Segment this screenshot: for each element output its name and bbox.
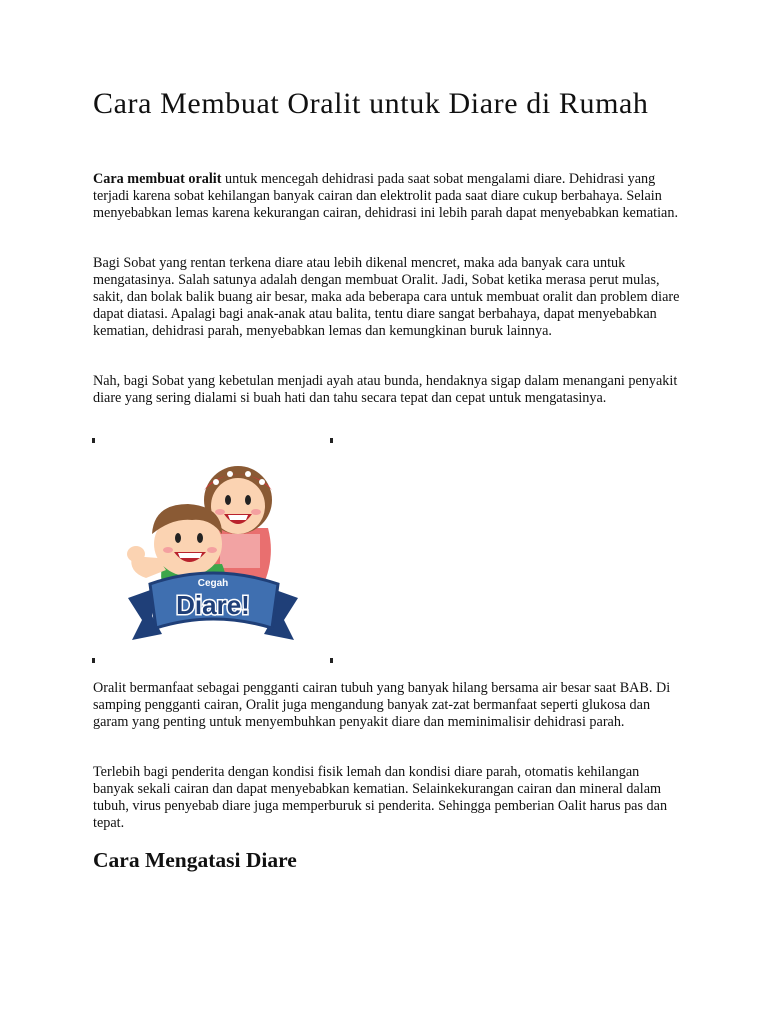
banner-small-text: Cegah (197, 578, 229, 589)
cegah-diare-illustration (92, 438, 334, 664)
intro-text: untuk mencegah dehidrasi pada saat sobat mengalami diare. Dehidrasi yang terjadi karena sobat kehilangan banyak cairan dan elektrolit pada saat diare cukup berbahaya. Selain menyebabkan lemas karena kekurangan cairan, dehidrasi ini lebih parah dapat menyebabkan kematian. (93, 171, 678, 221)
intro-paragraph (93, 171, 683, 222)
paragraph-5: Terlebih bagi penderita dengan kondisi fisik lemah dan kondisi diare parah, otomatis kehilangan banyak sekali cairan dan dapat menyebabkan kematian. Selainkekurangan cairan dan mineral dalam tubuh, virus penyebab diare juga memperburuk si penderita. Sehingga pemberian Oalit harus pas dan tepat. (93, 764, 668, 831)
image-corner-mark (330, 438, 333, 443)
paragraph-3: Nah, bagi Sobat yang kebetulan menjadi ayah atau bunda, hendaknya sigap dalam menangani penyakit diare yang sering dialami si buah hati dan tahu secara tepat dan cepat untuk mengatasinya. (93, 373, 678, 406)
cegah-diare-banner (128, 573, 298, 640)
image-corner-mark (92, 658, 95, 663)
paragraph-4: Oralit bermanfaat sebagai pengganti cairan tubuh yang banyak hilang bersama air besar saat BAB. Di samping pengganti cairan, Oralit juga mengandung banyak zat-zat bermanfaat seperti glukosa dan garam yang penting untuk menyembuhkan penyakit diare dan meminimalisir dehidrasi parah. (93, 680, 671, 730)
section-heading: Cara Mengatasi Diare (93, 848, 297, 872)
intro-bold-text: Cara membuat oralit (93, 171, 222, 187)
image-corner-mark (92, 438, 95, 443)
article-title: Cara Membuat Oralit untuk Diare di Rumah (93, 87, 649, 120)
image-corner-mark (330, 658, 333, 663)
banner-big-text: Diare! (176, 590, 250, 620)
paragraph-2: Bagi Sobat yang rentan terkena diare atau lebih dikenal mencret, maka ada banyak cara untuk mengatasinya. Salah satunya adalah dengan membuat Oralit. Jadi, Sobat ketika merasa perut mulas, sakit, dan bolak balik buang air besar, maka ada beberapa cara untuk membuat oralit dan problem diare dapat diatasi. Apalagi bagi anak-anak atau balita, tentu diare sangat berbahaya, dapat menyebabkan kematian, dehidrasi parah, menyebabkan lemas dan kemungkinan buruk lainnya. (93, 255, 680, 339)
children-cartoon-graphic (92, 438, 334, 664)
